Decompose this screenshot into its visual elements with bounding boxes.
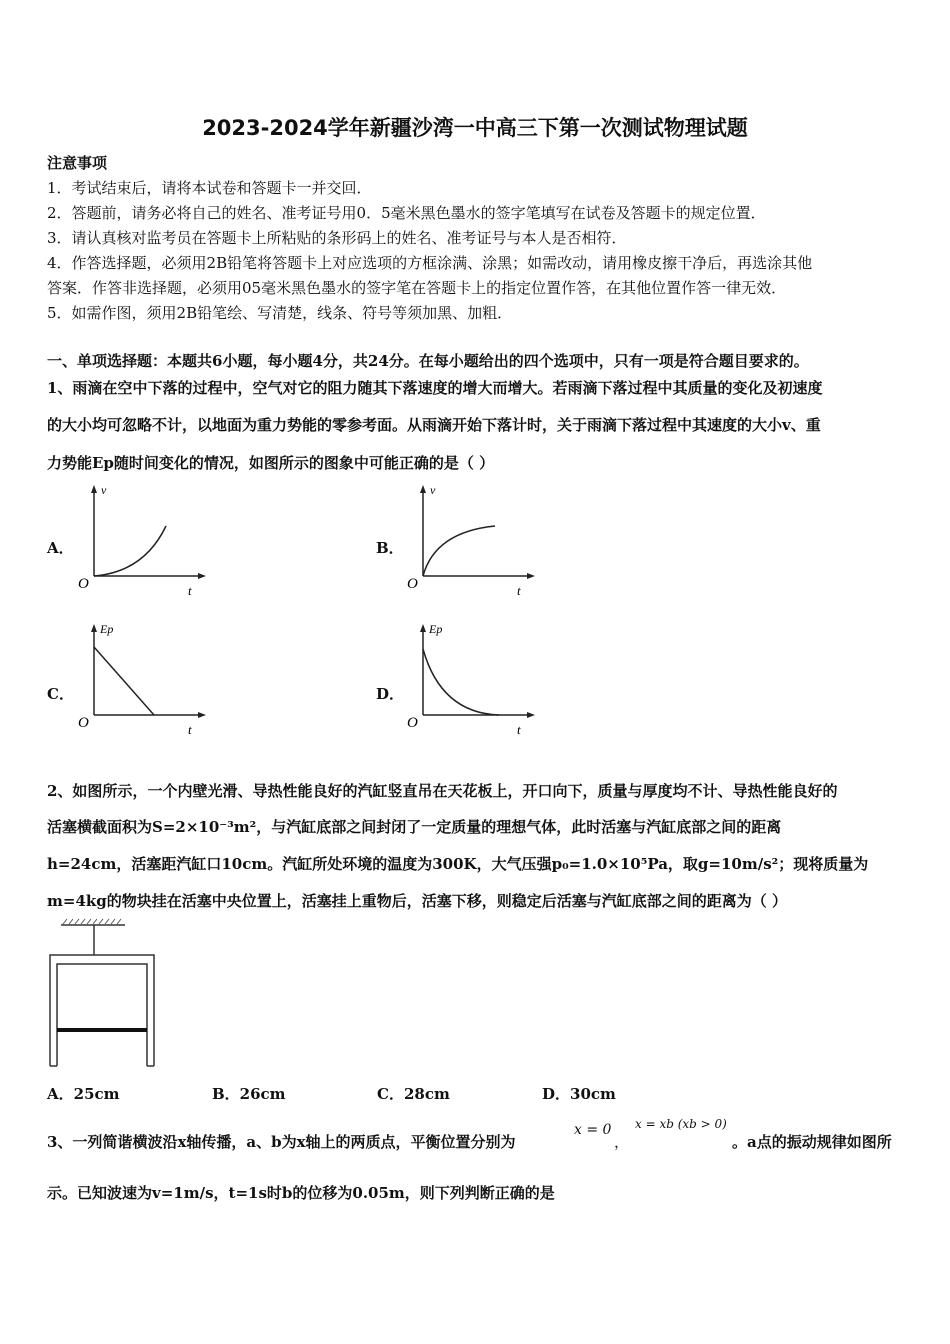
graph-a (74, 478, 214, 603)
y-label: v (430, 483, 436, 497)
line (94, 647, 154, 715)
graph-d (403, 617, 543, 742)
cylinder-inner (57, 964, 147, 1066)
q1-text: 力势能Ep随时间变化的情况，如图所示的图象中可能正确的是（ ） (47, 454, 495, 472)
q2-option-c: C．28cm (377, 1085, 450, 1103)
q3-text: 示。已知波速为v=1m/s，t=1s时b的位移为0.05m，则下列判断正确的是 (47, 1184, 555, 1202)
option-c-label: C． (47, 685, 74, 703)
notice-item: 5．如需作图，须用2B铅笔绘、写清楚，线条、符号等须加黑、加粗． (47, 304, 513, 322)
section-heading: 一、单项选择题：本题共6小题，每小题4分，共24分。在每小题给出的四个选项中，只有一项是符合题目要求的。 (47, 352, 809, 370)
q2-option-a: A．25cm (47, 1085, 120, 1103)
y-arrow (91, 485, 97, 493)
cylinder-diagram (45, 918, 160, 1068)
piston (57, 1028, 147, 1032)
option-d-label: D． (376, 685, 405, 703)
q2-text: 2、如图所示，一个内壁光滑、导热性能良好的汽缸竖直吊在天花板上，开口向下，质量与厚度均不计、导热性能良好的 (47, 782, 838, 800)
x-label: t (517, 583, 521, 598)
curve (423, 526, 495, 576)
origin-label: O (407, 715, 418, 731)
x-arrow (527, 712, 535, 718)
origin-label: O (78, 715, 89, 731)
cylinder-outer (50, 955, 154, 1066)
notice-item: 1．考试结束后，请将本试卷和答题卡一并交回． (47, 179, 372, 197)
y-arrow (420, 485, 426, 493)
option-b-label: B． (376, 539, 404, 557)
x-label: t (188, 722, 192, 737)
curve (94, 526, 166, 576)
q2-option-d: D．30cm (542, 1085, 616, 1103)
q3-formula-2: x = xb (xb > 0) (635, 1117, 727, 1131)
x-arrow (198, 573, 206, 579)
y-label: Ep (100, 622, 114, 636)
y-arrow (91, 624, 97, 632)
x-arrow (527, 573, 535, 579)
curve (423, 649, 499, 715)
q2-option-b: B．26cm (212, 1085, 286, 1103)
x-label: t (188, 583, 192, 598)
y-label: Ep (429, 622, 443, 636)
y-label: v (101, 483, 107, 497)
y-arrow (420, 624, 426, 632)
ceiling-hatching (63, 919, 121, 924)
q3-formula-1: x = 0 (574, 1122, 612, 1138)
q2-text: h=24cm，活塞距汽缸口10cm。汽缸所处环境的温度为300K，大气压强p₀=1.0×10⁵Pa，取g=10m/s²；现将质量为 (47, 855, 869, 873)
q2-text: m=4kg的物块挂在活塞中央位置上，活塞挂上重物后，活塞下移，则稳定后活塞与汽缸底部之间的距离为（ ） (47, 892, 787, 910)
notice-item: 答案．作答非选择题，必须用05毫米黑色墨水的签字笔在答题卡上的指定位置作答，在其他位置作答一律无效． (47, 279, 787, 297)
option-a-label: A． (47, 539, 74, 557)
graph-c (74, 617, 214, 742)
x-arrow (198, 712, 206, 718)
origin-label: O (78, 576, 89, 592)
q1-text: 1、雨滴在空中下落的过程中，空气对它的阻力随其下落速度的增大而增大。若雨滴下落过程中其质量的变化及初速度 (47, 379, 823, 397)
q3-text: 3、一列简谐横波沿x轴传播，a、b为x轴上的两质点，平衡位置分别为 (47, 1133, 516, 1151)
graph-b (403, 478, 543, 603)
q2-text: 活塞横截面积为S=2×10⁻³m²，与汽缸底部之间封闭了一定质量的理想气体，此时活塞与汽缸底部之间的距离 (47, 818, 782, 836)
notice-item: 2．答题前，请务必将自己的姓名、准考证号用0．5毫米黑色墨水的签字笔填写在试卷及答题卡的规定位置． (47, 204, 766, 222)
origin-label: O (407, 576, 418, 592)
notice-item: 4．作答选择题，必须用2B铅笔将答题卡上对应选项的方框涂满、涂黑；如需改动，请用橡皮擦干净后，再选涂其他 (47, 254, 813, 272)
q1-text: 的大小均可忽略不计，以地面为重力势能的零参考面。从雨滴开始下落计时，关于雨滴下落过程中其速度的大小v、重 (47, 416, 821, 434)
page-title: 2023-2024学年新疆沙湾一中高三下第一次测试物理试题 (202, 116, 748, 140)
q3-text: 。a点的振动规律如图所 (732, 1133, 892, 1151)
notice-heading: 注意事项 (47, 154, 108, 172)
notice-item: 3．请认真核对监考员在答题卡上所粘贴的条形码上的姓名、准考证号与本人是否相符． (47, 229, 627, 247)
q3-comma: ， (614, 1133, 630, 1151)
x-label: t (517, 722, 521, 737)
